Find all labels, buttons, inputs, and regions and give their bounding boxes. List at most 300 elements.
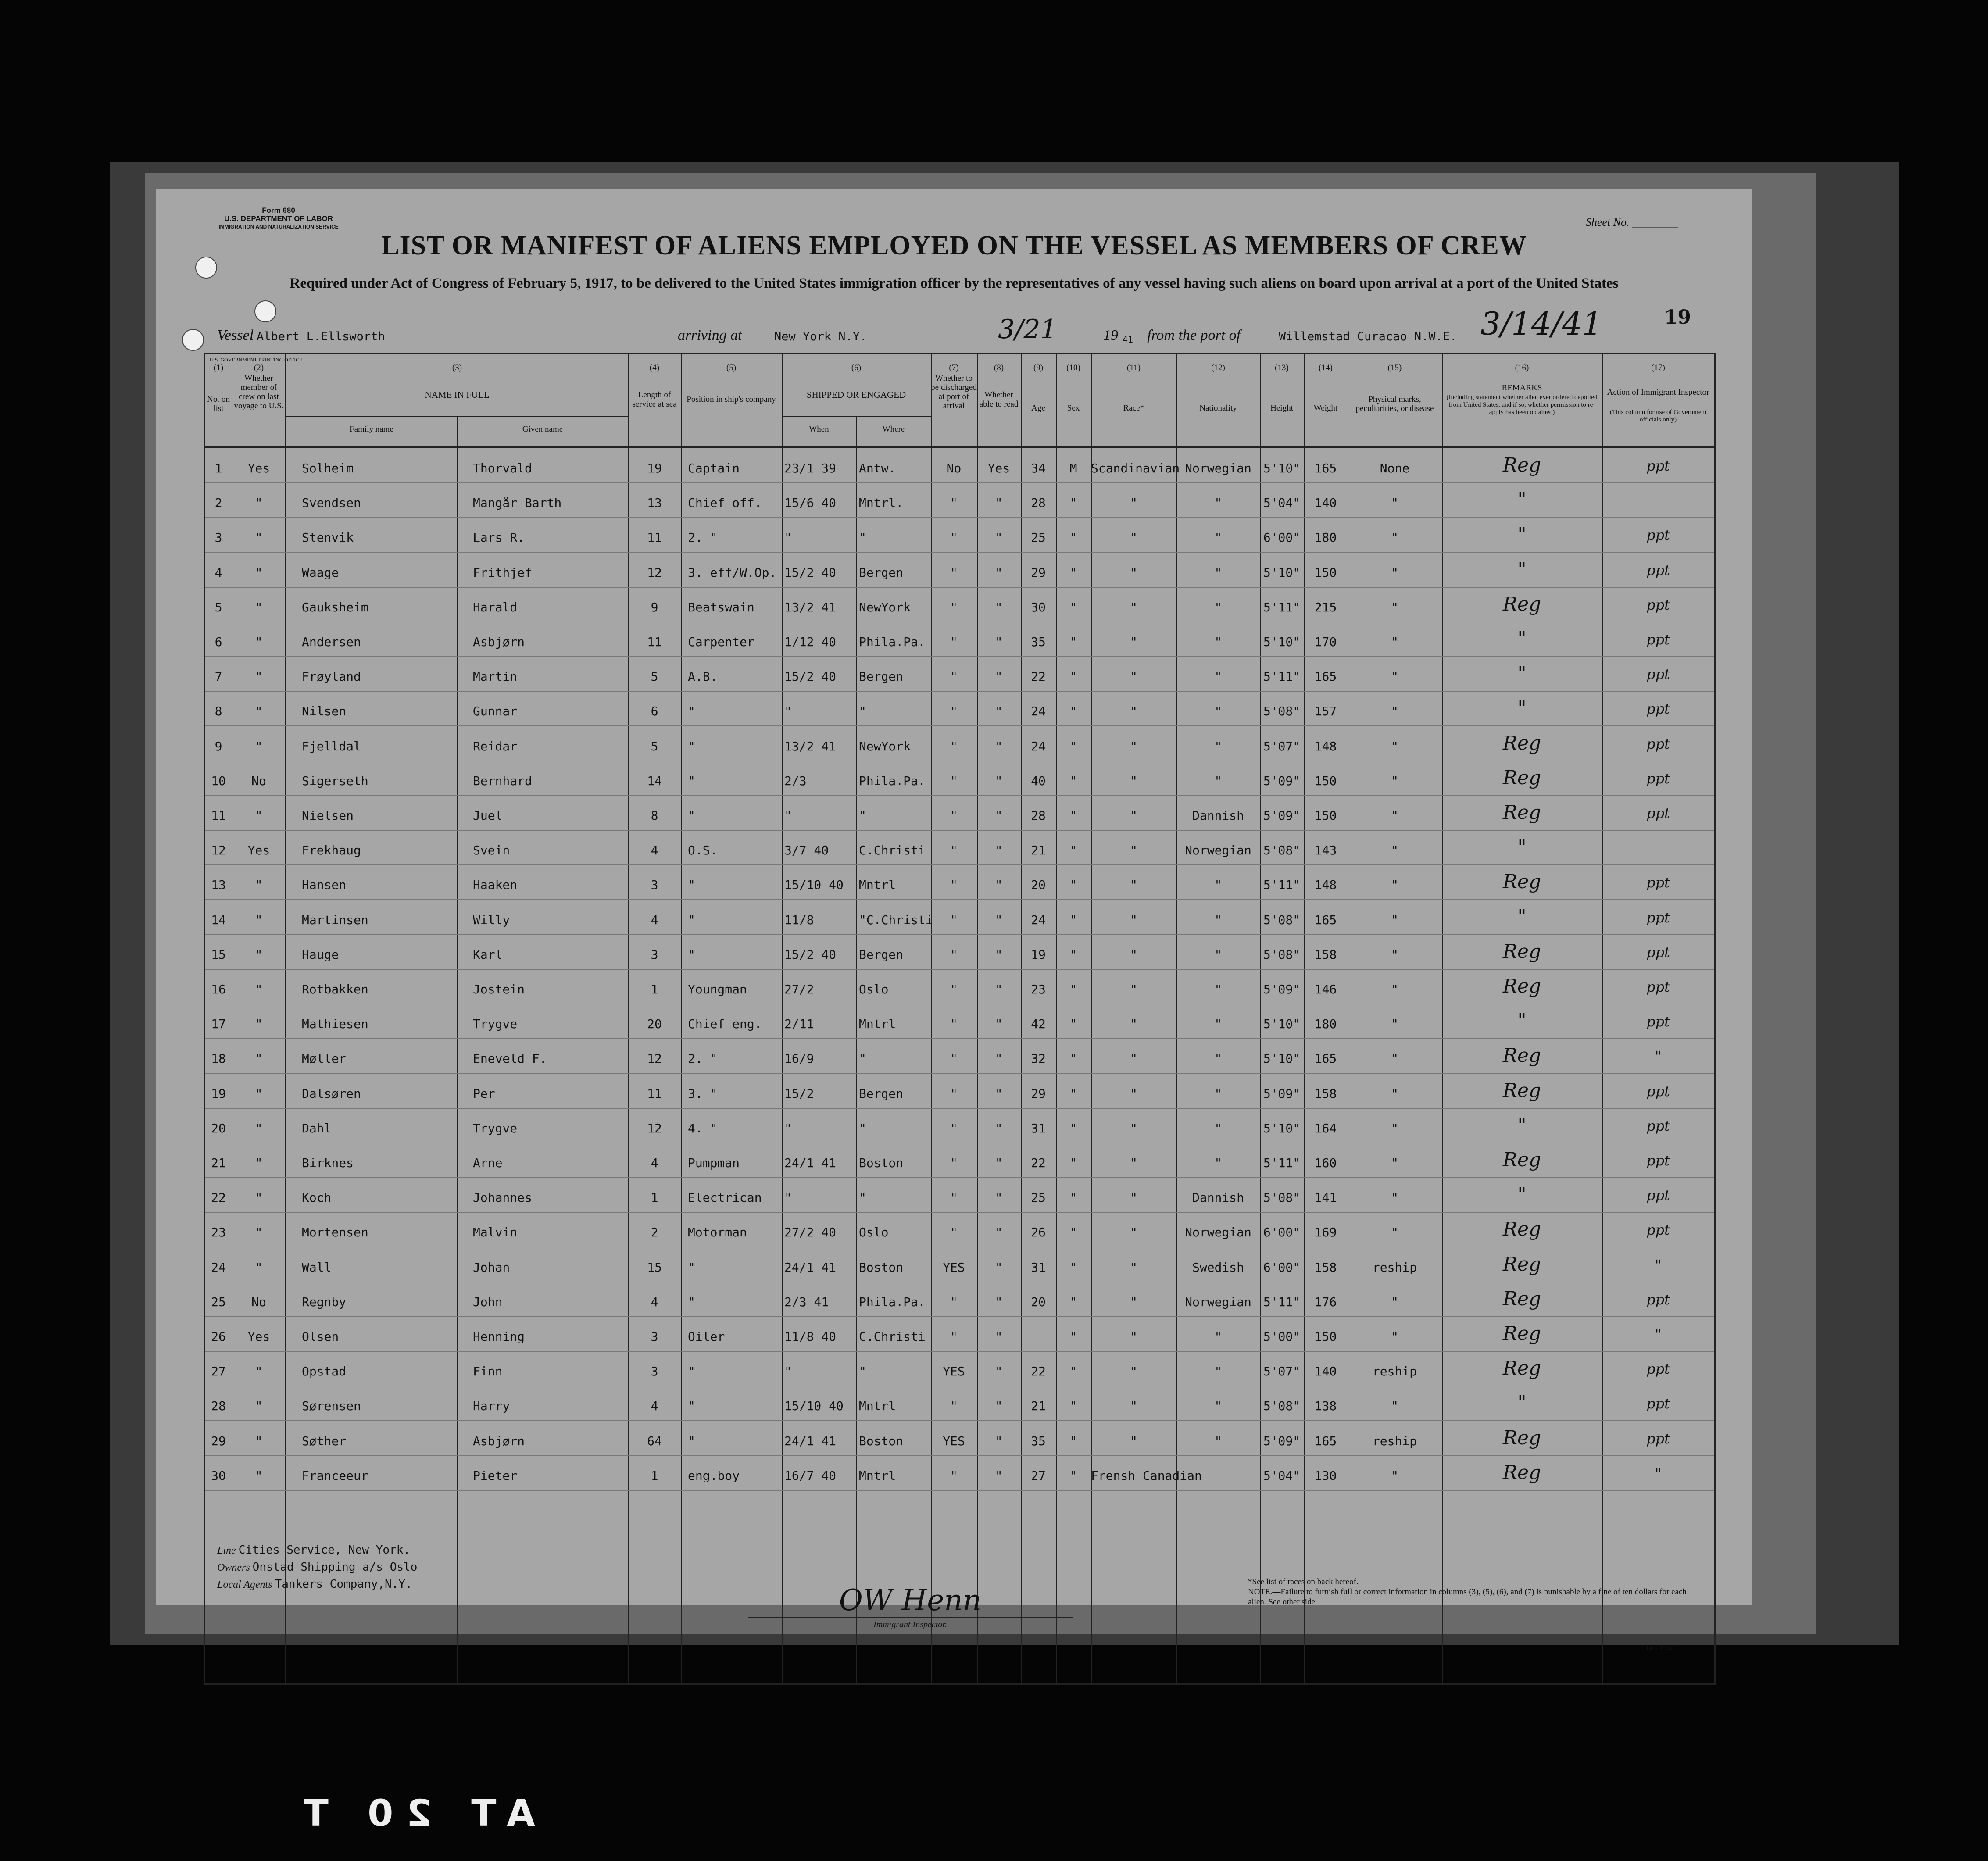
col-8-label: Whether able to read (979, 390, 1019, 409)
cell-no: 4 (215, 565, 222, 580)
cell-race: " (1130, 1294, 1137, 1309)
cell-sex: " (1069, 773, 1077, 788)
cell-weight: 158 (1314, 947, 1337, 962)
cell-where: Bergen (859, 947, 904, 962)
cell-no: 22 (211, 1190, 226, 1205)
table-row (205, 795, 1714, 831)
cell-sex: " (1069, 1399, 1077, 1414)
cell-given: Frithjef (473, 565, 532, 580)
cell-service: 11 (647, 1086, 662, 1101)
cell-given: Karl (473, 947, 503, 962)
cell-service: 4 (651, 1156, 658, 1170)
inspector-label: Immigrant Inspector. (748, 1617, 1073, 1630)
cell-remark: " (1517, 697, 1527, 720)
cell-no: 28 (211, 1399, 226, 1414)
cell-given: Thorvald (473, 461, 532, 475)
col-15-label: Physical marks, peculiarities, or disease (1355, 395, 1434, 413)
cell-no: 6 (215, 635, 222, 649)
cell-family: Sørensen (302, 1399, 361, 1414)
cell-where: Bergen (859, 1086, 904, 1101)
cell-given: Reidar (473, 739, 518, 754)
cell-weight: 160 (1314, 1156, 1337, 1170)
cell-weight: 176 (1314, 1294, 1337, 1309)
cell-remark: Reg (1502, 871, 1541, 893)
cell-remark: " (1517, 905, 1527, 928)
cell-position: " (688, 704, 695, 719)
cell-race: " (1130, 1433, 1137, 1448)
cell-age: 31 (1031, 1121, 1046, 1136)
cell-sex: M (1069, 461, 1077, 475)
cell-when: 1/12 40 (784, 635, 837, 649)
cell-position: " (688, 1260, 695, 1275)
cell-last: " (255, 808, 263, 823)
cell-last: " (255, 1017, 263, 1032)
cell-when: " (784, 808, 792, 823)
cell-remark: Reg (1502, 766, 1541, 789)
col-9-label: Age (1031, 404, 1045, 413)
cell-last: " (255, 565, 263, 580)
cell-marks: " (1391, 843, 1398, 858)
cell-read: " (995, 1294, 1003, 1309)
cell-position: " (688, 808, 695, 823)
cell-service: 5 (651, 739, 658, 754)
agents-field (217, 1572, 417, 1597)
cell-sex: " (1069, 600, 1077, 614)
cell-weight: 180 (1314, 530, 1337, 545)
cell-disch: " (950, 1225, 958, 1240)
cell-height: 5'10" (1263, 1121, 1301, 1136)
cell-service: 12 (647, 1121, 662, 1136)
cell-last: " (255, 704, 263, 719)
cell-given: Lars R. (473, 530, 525, 545)
cell-race: " (1130, 635, 1137, 649)
cell-height: 5'08" (1263, 704, 1301, 719)
cell-disch: " (950, 1156, 958, 1170)
cell-race: " (1130, 1190, 1137, 1205)
cell-position: O.S. (688, 843, 718, 858)
cell-last: " (255, 1399, 263, 1414)
cell-weight: 165 (1314, 669, 1337, 684)
cell-where: Boston (859, 1260, 904, 1275)
given-name-header: Given name (522, 425, 563, 434)
cell-sex: " (1069, 1468, 1077, 1483)
cell-weight: 165 (1314, 1433, 1337, 1448)
cell-sex: " (1069, 565, 1077, 580)
film-code: AT 20 T (290, 1792, 535, 1835)
cell-action: " (1655, 1048, 1662, 1065)
col-13-label: Height (1270, 404, 1293, 413)
footer-fields (217, 1537, 417, 1597)
cell-race: " (1130, 530, 1137, 545)
cell-disch: " (950, 530, 958, 545)
cell-service: 4 (651, 912, 658, 927)
cell-age: 22 (1031, 1364, 1046, 1379)
cell-race: " (1130, 669, 1137, 684)
cell-no: 12 (211, 843, 226, 858)
cell-age: 31 (1031, 1260, 1046, 1275)
cell-remark: " (1517, 1392, 1527, 1415)
agents-value: Tankers Company,N.Y. (275, 1578, 412, 1591)
cell-weight: 150 (1314, 773, 1337, 788)
cell-service: 3 (651, 878, 658, 893)
cell-weight: 158 (1314, 1086, 1337, 1101)
cell-given: Malvin (473, 1225, 518, 1240)
col-8-number: (8) (994, 363, 1004, 372)
cell-race: " (1130, 878, 1137, 893)
crew-table (204, 353, 1716, 1685)
cell-action: ppt (1646, 735, 1670, 752)
cell-marks: " (1391, 1329, 1398, 1344)
cell-nat: " (1214, 982, 1222, 997)
cell-family: Franceeur (302, 1468, 368, 1483)
cell-race: " (1130, 600, 1137, 614)
cell-family: Svendsen (302, 496, 361, 511)
cell-age: 24 (1031, 739, 1046, 754)
cell-sex: " (1069, 1329, 1077, 1344)
cell-marks: " (1391, 739, 1398, 754)
cell-action: " (1655, 1256, 1662, 1273)
cell-where: " (859, 808, 866, 823)
from-label: from the port of (1147, 327, 1241, 343)
cell-nat: " (1214, 1329, 1222, 1344)
cell-marks: " (1391, 635, 1398, 649)
cell-position: " (688, 1399, 695, 1414)
cell-weight: 150 (1314, 808, 1337, 823)
cell-where: NewYork (859, 739, 911, 754)
cell-weight: 164 (1314, 1121, 1337, 1136)
cell-read: " (995, 530, 1003, 545)
cell-disch: " (950, 1399, 958, 1414)
line-label: Line (217, 1545, 236, 1556)
cell-service: 4 (651, 1399, 658, 1414)
cell-sex: " (1069, 808, 1077, 823)
cell-height: 5'11" (1263, 1294, 1301, 1309)
form-header (208, 206, 349, 231)
cell-disch: No (946, 461, 962, 475)
cell-family: Hauge (302, 947, 339, 962)
col-14-label: Weight (1313, 404, 1338, 413)
cell-position: " (688, 773, 695, 788)
cell-disch: " (950, 600, 958, 614)
cell-height: 5'08" (1263, 1190, 1301, 1205)
cell-disch: " (950, 565, 958, 580)
cell-nat: " (1214, 1121, 1222, 1136)
col-7-label: Whether to be discharged at port of arrival (931, 374, 977, 411)
cell-read: " (995, 1051, 1003, 1066)
cell-remark: Reg (1502, 454, 1541, 476)
cell-height: 5'04" (1263, 1468, 1301, 1483)
cell-read: " (995, 1329, 1003, 1344)
cell-no: 3 (215, 530, 222, 545)
cell-weight: 157 (1314, 704, 1337, 719)
cell-height: 5'11" (1263, 1156, 1301, 1170)
cell-nat: Norwegian (1185, 843, 1251, 858)
cell-disch: " (950, 635, 958, 649)
cell-position: " (688, 1364, 695, 1379)
cell-marks: " (1391, 1121, 1398, 1136)
cell-no: 20 (211, 1121, 226, 1136)
cell-given: Trygve (473, 1017, 518, 1032)
cell-disch: " (950, 947, 958, 962)
cell-no: 9 (215, 739, 222, 754)
cell-given: Finn (473, 1364, 503, 1379)
cell-marks: " (1391, 947, 1398, 962)
cell-family: Rotbakken (302, 982, 368, 997)
cell-action: " (1655, 1465, 1662, 1482)
table-row (205, 587, 1714, 622)
cell-nat: " (1214, 669, 1222, 684)
cell-disch: " (950, 1086, 958, 1101)
manifest-sheet (156, 189, 1752, 1652)
col-11-label: Race* (1123, 404, 1144, 413)
line-value: Cities Service, New York. (238, 1543, 411, 1557)
cell-disch: " (950, 912, 958, 927)
footnote (1248, 1577, 1687, 1607)
cell-disch: YES (943, 1260, 965, 1275)
cell-action: ppt (1646, 770, 1670, 787)
table-row (205, 482, 1714, 518)
cell-sex: " (1069, 1156, 1077, 1170)
cell-service: 1 (651, 1468, 658, 1483)
owners-value: Onstad Shipping a/s Oslo (252, 1561, 418, 1574)
cell-disch: " (950, 1294, 958, 1309)
cell-height: 5'08" (1263, 912, 1301, 927)
cell-last: " (255, 1468, 263, 1483)
where-header: Where (882, 425, 905, 434)
cell-no: 11 (211, 808, 226, 823)
cell-height: 5'08" (1263, 1399, 1301, 1414)
cell-nat: " (1214, 565, 1222, 580)
cell-last: " (255, 1190, 263, 1205)
cell-race: " (1130, 773, 1137, 788)
cell-remark: Reg (1502, 1357, 1541, 1380)
cell-when: 24/1 41 (784, 1433, 837, 1448)
cell-given: Asbjørn (473, 635, 525, 649)
cell-marks: " (1391, 600, 1398, 614)
cell-last: " (255, 496, 263, 511)
year: 41 (1123, 334, 1133, 345)
cell-family: Olsen (302, 1329, 339, 1344)
cell-service: 4 (651, 1294, 658, 1309)
cell-remark: Reg (1502, 1079, 1541, 1102)
cell-given: Haaken (473, 878, 518, 893)
cell-family: Koch (302, 1190, 332, 1205)
cell-when: 24/1 41 (784, 1260, 837, 1275)
cell-race: " (1130, 1086, 1137, 1101)
cell-nat: " (1214, 635, 1222, 649)
cell-read: " (995, 773, 1003, 788)
table-row (205, 448, 1714, 483)
cell-age: 22 (1031, 669, 1046, 684)
cell-height: 5'10" (1263, 635, 1301, 649)
cell-read: " (995, 669, 1003, 684)
cell-remark: Reg (1502, 593, 1541, 615)
cell-weight: 215 (1314, 600, 1337, 614)
cell-age: 30 (1031, 600, 1046, 614)
table-row (205, 1004, 1714, 1039)
cell-race: " (1130, 1121, 1137, 1136)
cell-age: 24 (1031, 704, 1046, 719)
cell-given: John (473, 1294, 503, 1309)
cell-last: No (251, 773, 266, 788)
when-header: When (809, 425, 829, 434)
cell-race: " (1130, 1364, 1137, 1379)
col-2-number: (2) (254, 363, 264, 372)
cell-remark: Reg (1502, 1287, 1541, 1310)
cell-weight: 169 (1314, 1225, 1337, 1240)
cell-remark: " (1517, 1114, 1527, 1136)
cell-no: 1 (215, 461, 222, 475)
cell-when: 16/9 (784, 1051, 814, 1066)
cell-read: " (995, 1121, 1003, 1136)
cell-nat: " (1214, 530, 1222, 545)
col-13-number: (13) (1275, 363, 1289, 372)
cell-family: Hansen (302, 878, 347, 893)
cell-weight: 165 (1314, 912, 1337, 927)
cell-remark: Reg (1502, 940, 1541, 963)
cell-nat: " (1214, 600, 1222, 614)
cell-position: Carpenter (688, 635, 754, 649)
race-note: *See list of races on back hereof. (1248, 1577, 1359, 1586)
cell-nat: " (1214, 947, 1222, 962)
cell-family: Solheim (302, 461, 354, 475)
cell-family: Dahl (302, 1121, 332, 1136)
cell-where: "C.Christi (859, 912, 933, 927)
cell-position: Electrican (688, 1190, 762, 1205)
cell-age: 28 (1031, 496, 1046, 511)
cell-race: " (1130, 496, 1137, 511)
cell-where: C.Christi (859, 843, 926, 858)
cell-age: 20 (1031, 1294, 1046, 1309)
cell-service: 19 (647, 461, 662, 475)
cell-last: " (255, 912, 263, 927)
col-15-number: (15) (1387, 363, 1402, 372)
cell-marks: " (1391, 1017, 1398, 1032)
cell-when: " (784, 1364, 792, 1379)
table-row (205, 934, 1714, 970)
cell-nat: " (1214, 1364, 1222, 1379)
cell-last: " (255, 600, 263, 614)
cell-read: " (995, 1086, 1003, 1101)
cell-given: Harry (473, 1399, 510, 1414)
signature: OW Henn (839, 1583, 982, 1617)
cell-action: ppt (1646, 457, 1670, 474)
cell-marks: reship (1372, 1260, 1417, 1275)
col-4-number: (4) (649, 363, 660, 372)
cell-no: 7 (215, 669, 222, 684)
cell-marks: reship (1372, 1364, 1417, 1379)
cell-age: 32 (1031, 1051, 1046, 1066)
cell-action: ppt (1646, 1291, 1670, 1308)
cell-nat: " (1214, 1156, 1222, 1170)
cell-read: " (995, 878, 1003, 893)
cell-action: ppt (1646, 666, 1670, 683)
cell-read: " (995, 808, 1003, 823)
cell-sex: " (1069, 947, 1077, 962)
cell-family: Birknes (302, 1156, 354, 1170)
cell-position: 2. " (688, 530, 718, 545)
col-17-note: (This column for use of Government officials only) (1609, 409, 1707, 423)
cell-family: Mathiesen (302, 1017, 368, 1032)
cell-remark: Reg (1502, 975, 1541, 997)
cell-action: ppt (1646, 631, 1670, 648)
cell-position: Chief eng. (688, 1017, 762, 1032)
cell-sex: " (1069, 1433, 1077, 1448)
table-row (205, 864, 1714, 900)
col-16-number: (16) (1515, 363, 1529, 372)
table-row (205, 900, 1714, 935)
cell-read: " (995, 843, 1003, 858)
cell-service: 1 (651, 1190, 658, 1205)
cell-position: " (688, 1294, 695, 1309)
cell-position: " (688, 878, 695, 893)
table-row (205, 517, 1714, 553)
cell-last: No (251, 1294, 266, 1309)
cell-remark: Reg (1502, 1044, 1541, 1067)
cell-age: 21 (1031, 843, 1046, 858)
cell-service: 2 (651, 1225, 658, 1240)
cell-race: " (1130, 1225, 1137, 1240)
cell-last: Yes (247, 1329, 270, 1344)
vessel-name: Albert L.Ellsworth (257, 330, 385, 343)
cell-race: " (1130, 912, 1137, 927)
cell-given: Johannes (473, 1190, 532, 1205)
sheet-number-label: Sheet No. ________ (1585, 216, 1678, 229)
cell-remark: " (1517, 523, 1527, 546)
cell-when: 11/8 40 (784, 1329, 837, 1344)
vessel-label: Vessel (217, 327, 254, 343)
table-row (205, 1455, 1714, 1491)
cell-given: Mangår Barth (473, 496, 562, 511)
col-12-number: (12) (1211, 363, 1225, 372)
cell-no: 23 (211, 1225, 226, 1240)
cell-age: 25 (1031, 530, 1046, 545)
cell-sex: " (1069, 704, 1077, 719)
cell-when: 13/2 41 (784, 600, 837, 614)
cell-disch: " (950, 982, 958, 997)
cell-no: 26 (211, 1329, 226, 1344)
cell-age: 35 (1031, 635, 1046, 649)
cell-when: 27/2 (784, 982, 814, 997)
cell-remark: " (1517, 662, 1527, 685)
col-6-label: SHIPPED OR ENGAGED (806, 389, 906, 400)
cell-given: Trygve (473, 1121, 518, 1136)
cell-given: Harald (473, 600, 518, 614)
cell-position: 2. " (688, 1051, 718, 1066)
cell-where: Phila.Pa. (859, 773, 926, 788)
cell-marks: " (1391, 1156, 1398, 1170)
cell-marks: reship (1372, 1433, 1417, 1448)
cell-action: ppt (1646, 1395, 1670, 1412)
cell-when: 15/2 40 (784, 669, 837, 684)
cell-where: C.Christi (859, 1329, 926, 1344)
punch-hole (182, 329, 204, 351)
cell-last: Yes (247, 461, 270, 475)
cell-where: " (859, 704, 866, 719)
cell-remark: Reg (1502, 1149, 1541, 1171)
cell-last: " (255, 878, 263, 893)
table-row (205, 656, 1714, 692)
cell-no: 30 (211, 1468, 226, 1483)
service: IMMIGRATION AND NATURALIZATION SERVICE (218, 224, 339, 230)
cell-nat: " (1214, 878, 1222, 893)
cell-action: ppt (1646, 1082, 1670, 1100)
cell-read: Yes (987, 461, 1010, 475)
cell-height: 5'09" (1263, 982, 1301, 997)
cell-weight: 130 (1314, 1468, 1337, 1483)
cell-remark: " (1517, 628, 1527, 650)
arrival-date: 3/21 (998, 314, 1057, 345)
